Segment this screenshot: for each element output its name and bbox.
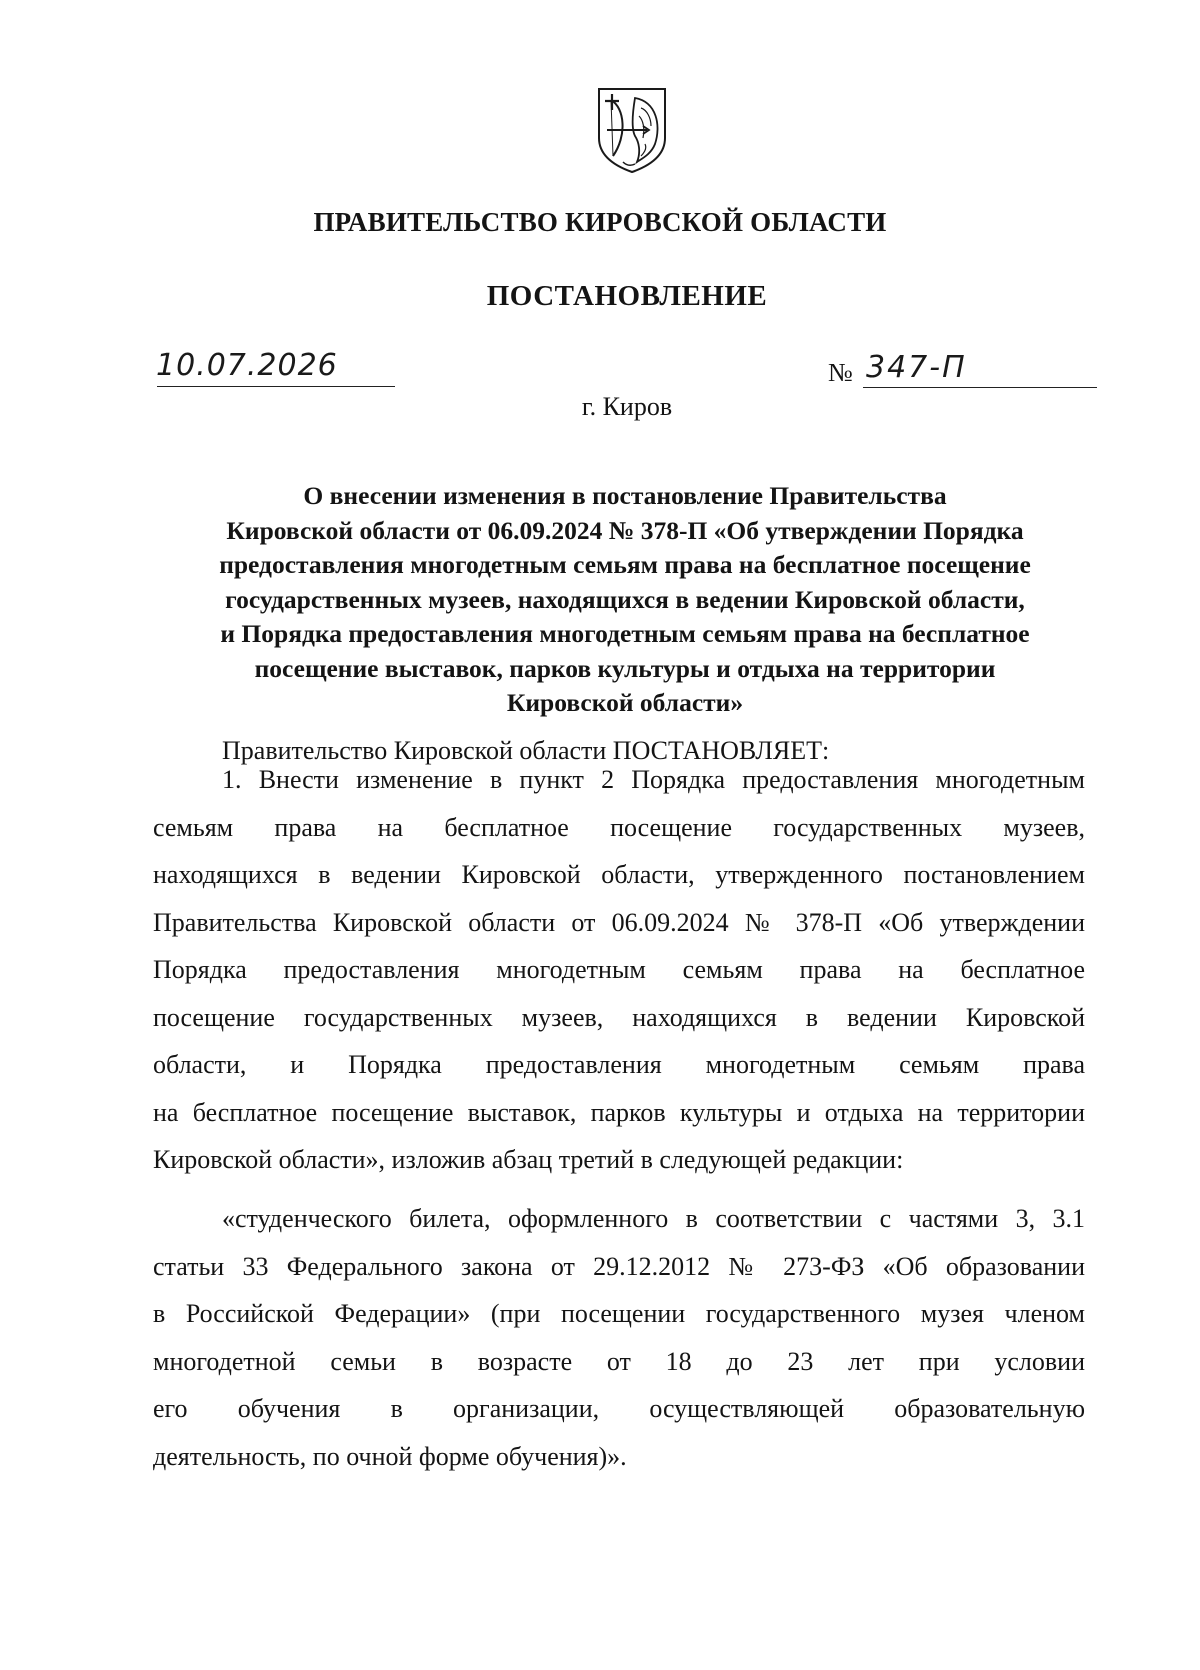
item-1-paragraph <box>153 756 1085 1184</box>
paragraph-line: посещение государственных музеев, находящихся в ведении Кировской <box>153 1002 1085 1032</box>
paragraph-line: на бесплатное посещение выставок, парков культуры и отдыха на территории <box>153 1097 1085 1127</box>
number-label: № <box>828 358 853 387</box>
number-underline <box>863 387 1097 388</box>
paragraph-line: деятельность, по очной форме обучения)». <box>153 1441 627 1471</box>
kirov-region-coat-of-arms-icon <box>595 86 669 174</box>
subject-line: государственных музеев, находящихся в ведении Кировской области, <box>225 584 1025 614</box>
date-underline <box>157 386 395 387</box>
subject-line: предоставления многодетным семьям права на бесплатное посещение <box>219 550 1031 579</box>
government-title: ПРАВИТЕЛЬСТВО КИРОВСКОЙ ОБЛАСТИ <box>313 207 887 237</box>
subject-line: Кировской области» <box>506 688 744 717</box>
paragraph-line: Правительства Кировской области от 06.09.2024 № 378-П «Об утверждении <box>153 907 1085 937</box>
subject-line: и Порядка предоставления многодетным семьям права на бесплатное <box>220 619 1030 648</box>
city: г. Киров <box>581 392 673 421</box>
paragraph-line: многодетной семьи в возрасте от 18 до 23 лет при условии <box>153 1346 1085 1376</box>
paragraph-line: 1. Внести изменение в пункт 2 Порядка предоставления многодетным <box>222 765 1085 794</box>
subject-line: О внесении изменения в постановление Правительства <box>303 481 947 510</box>
subject-line: посещение выставок, парков культуры и отдыха на территории <box>254 653 996 683</box>
paragraph-line: «студенческого билета, оформленного в соответствии с частями 3, 3.1 <box>222 1204 1085 1233</box>
document-kind: ПОСТАНОВЛЕНИЕ <box>486 280 768 312</box>
paragraph-line: Кировской области», изложив абзац третий в следующей редакции: <box>153 1145 904 1174</box>
subject-line: Кировской области от 06.09.2024 № 378-П «Об утверждении Порядка <box>226 515 1024 545</box>
handwritten-date: 10.07.2026 <box>156 348 338 383</box>
decree-statement: Правительство Кировской области ПОСТАНОВЛЯЕТ: <box>222 736 830 765</box>
paragraph-line: в Российской Федерации» (при посещении государственного музея членом <box>153 1299 1085 1328</box>
paragraph-line: статьи 33 Федерального закона от 29.12.2012 № 273-ФЗ «Об образовании <box>153 1251 1085 1281</box>
quoted-paragraph <box>153 1195 1085 1480</box>
paragraph-line: его обучения в организации, осуществляющей образовательную <box>153 1394 1085 1423</box>
paragraph-line: находящихся в ведении Кировской области, утвержденного постановлением <box>153 860 1085 889</box>
handwritten-number: 347-П <box>866 350 967 385</box>
paragraph-line: семьям права на бесплатное посещение государственных музеев, <box>153 812 1085 842</box>
paragraph-line: Порядка предоставления многодетным семьям права на бесплатное <box>153 955 1085 984</box>
paragraph-line: области, и Порядка предоставления многодетным семьям права <box>153 1050 1085 1079</box>
document-subject <box>150 479 1100 721</box>
